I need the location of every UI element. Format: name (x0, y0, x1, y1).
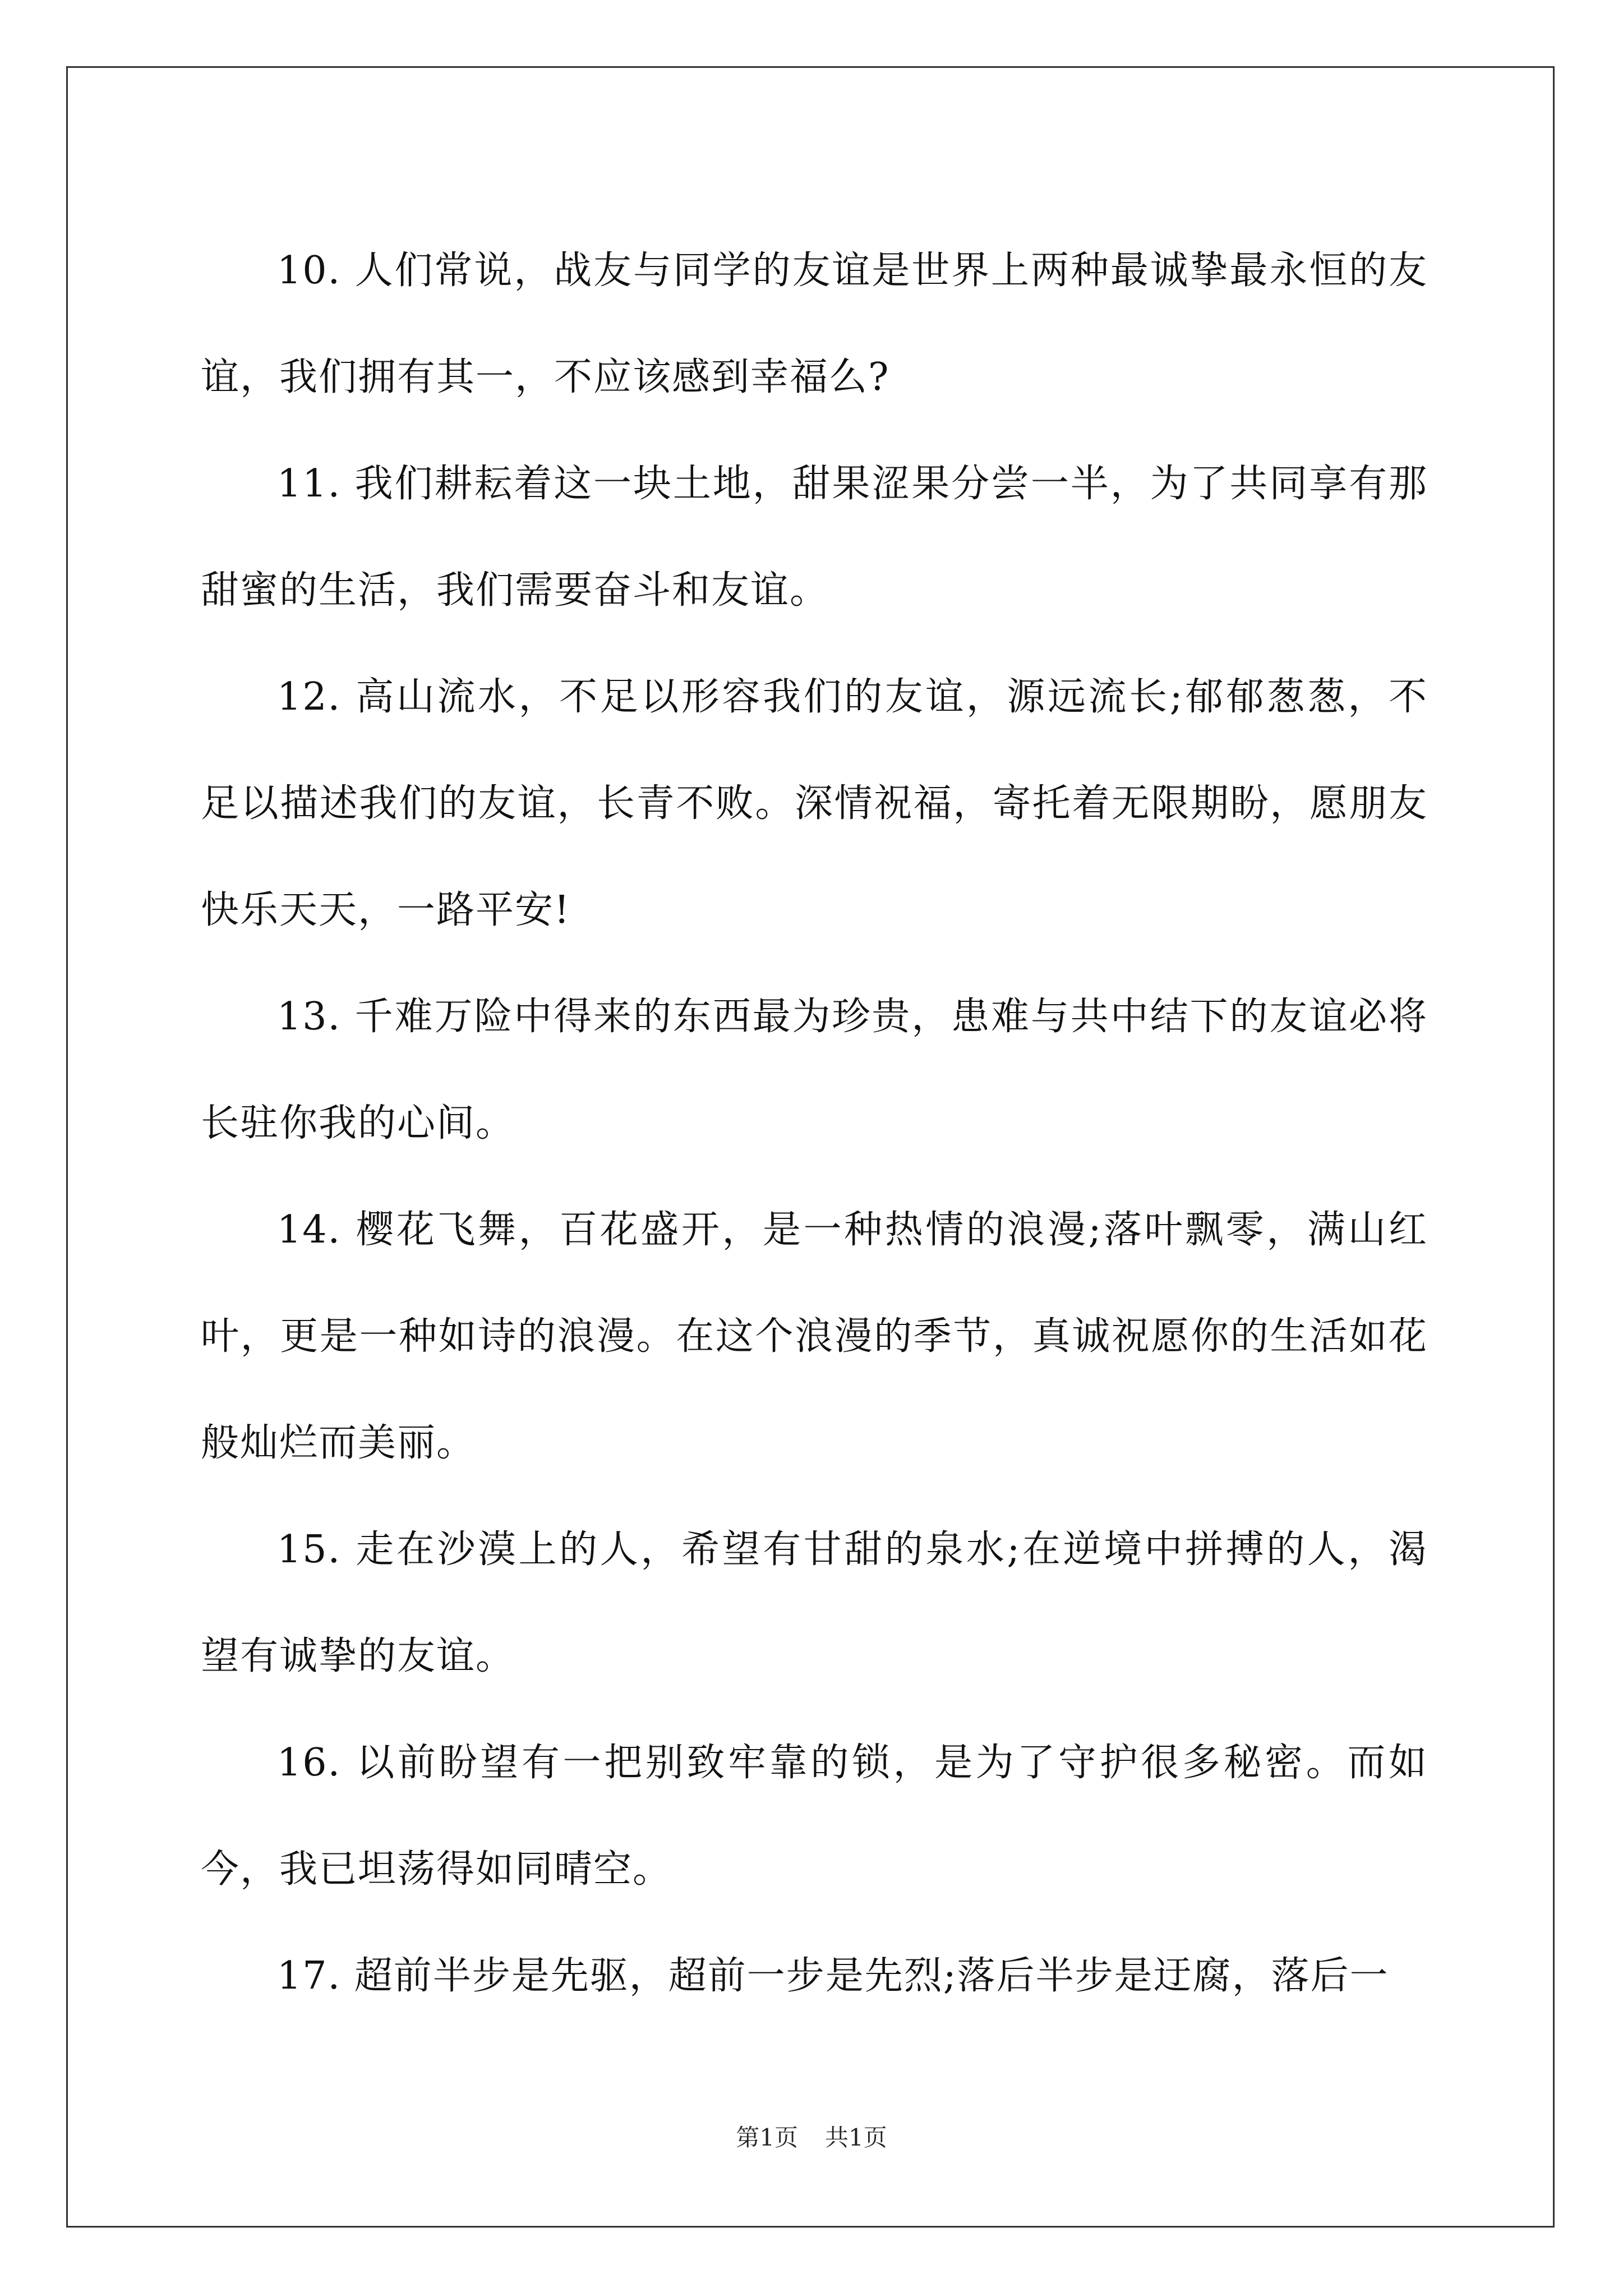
paragraph-16: 16. 以前盼望有一把别致牢靠的锁，是为了守护很多秘密。而如今，我已坦荡得如同晴空。 (201, 1741, 1428, 1892)
paragraph-14: 14. 樱花飞舞，百花盛开，是一种热情的浪漫;落叶飘零，满山红叶，更是一种如诗的浪漫。在这个浪漫的季节，真诚祝愿你的生活如花般灿烂而美丽。 (201, 1208, 1428, 1465)
page-number-total: 共1页 (825, 2124, 887, 2151)
page-footer (0, 2119, 1623, 2153)
paragraph-10: 10. 人们常说，战友与同学的友谊是世界上两种最诚挚最永恒的友谊，我们拥有其一，不应该感到幸福么? (201, 249, 1428, 399)
paragraph-15: 15. 走在沙漠上的人，希望有甘甜的泉水;在逆境中拼搏的人，渴望有诚挚的友谊。 (201, 1527, 1428, 1678)
paragraph-11: 11. 我们耕耘着这一块土地，甜果涩果分尝一半，为了共同享有那甜蜜的生活，我们需要奋斗和友谊。 (201, 462, 1428, 613)
paragraph-17: 17. 超前半步是先驱，超前一步是先烈;落后半步是迂腐，落后一 (277, 1954, 1389, 1998)
document-body (201, 218, 1428, 2030)
paragraph-12: 12. 高山流水，不足以形容我们的友谊，源远流长;郁郁葱葱，不足以描述我们的友谊，长青不败。深情祝福，寄托着无限期盼，愿朋友快乐天天，一路平安! (201, 675, 1428, 932)
page-number-current: 第1页 (736, 2124, 798, 2151)
paragraph-13: 13. 千难万险中得来的东西最为珍贵，患难与共中结下的友谊必将长驻你我的心间。 (201, 995, 1428, 1145)
